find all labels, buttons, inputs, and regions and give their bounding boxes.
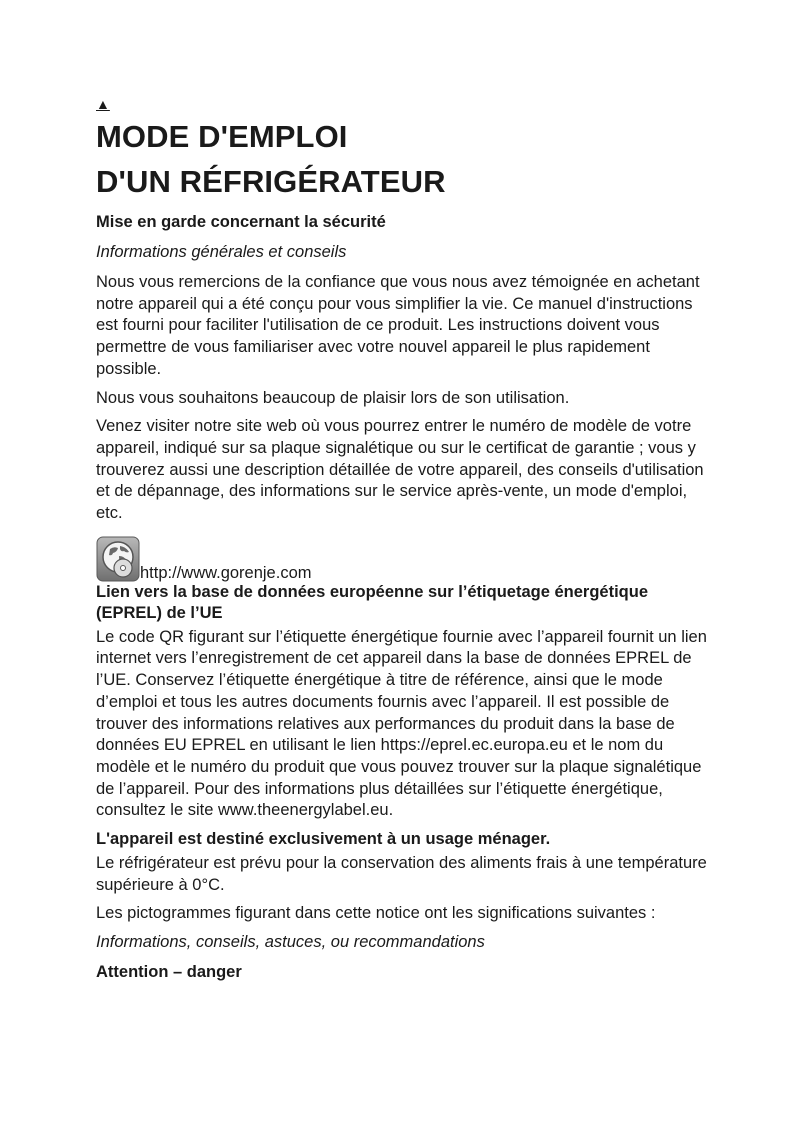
section-marker: ▲ (96, 96, 110, 112)
page-title-line-2: D'UN RÉFRIGÉRATEUR (96, 164, 446, 199)
pictogram-info-label: Informations, conseils, astuces, ou recommandations (96, 933, 485, 952)
safety-heading: Mise en garde concernant la sécurité (96, 213, 386, 231)
pictogram-danger-label: Attention – danger (96, 963, 242, 982)
household-heading: L'appareil est destiné exclusivement à un usage ménager. (96, 830, 551, 849)
globe-cd-icon (96, 536, 140, 582)
pictograms-intro: Les pictogrammes figurant dans cette notice ont les significations suivantes : (96, 904, 656, 923)
intro-paragraph: Nous vous remercions de la confiance que vous nous avez témoignée en achetant notre appareil qui a été conçu pour vous simplifier la vie. Ce manuel d'instructions est fourni pour faciliter l'utilisation de ce produit. Les instructions doivent vous permettre de vous familiariser avec votre nouvel appareil le plus rapidement possible. (96, 273, 700, 378)
website-paragraph: Venez visiter notre site web où vous pourrez entrer le numéro de modèle de votre appareil, indiqué sur sa plaque signalétique ou sur le certificat de garantie ; vous y trouverez aussi une description détaillée de votre appareil, des conseils d'utilisation et de dépannage, des informations sur le service après-vente, un mode d'emploi, etc. (96, 417, 704, 523)
eprel-heading: Lien vers la base de données européenne sur l’étiquetage énergétique (EPREL) de l’UE (96, 582, 649, 622)
website-link[interactable]: http://www.gorenje.com (140, 563, 312, 582)
manual-content (96, 96, 716, 992)
page-title (96, 114, 716, 204)
page-title-line-1: MODE D'EMPLOI (96, 119, 348, 154)
household-paragraph: Le réfrigérateur est prévu pour la conservation des aliments frais à une température supérieure à 0°C. (96, 854, 707, 894)
eprel-paragraph: Le code QR figurant sur l’étiquette énergétique fournie avec l’appareil fournit un lien internet vers l’enregistrement de cet appareil dans la base de données EPREL de l’UE. Conservez l’étiquette énergétique à titre de référence, ainsi que le mode d’emploi et tous les autres documents fournis avec l’appareil. Il est possible de trouver des informations relatives aux performances du produit dans la base de données EU EPREL en utilisant le lien https://eprel.ec.europa.eu et le nom du modèle et le numéro du produit que vous pouvez trouver sur la plaque signalétique de l’appareil. Pour des informations plus détaillées sur l’étiquette énergétique, consultez le site www.theenergylabel.eu. (96, 627, 707, 820)
enjoy-paragraph: Nous vous souhaitons beaucoup de plaisir lors de son utilisation. (96, 388, 570, 407)
general-info-heading: Informations générales et conseils (96, 243, 347, 261)
website-row (96, 534, 716, 582)
